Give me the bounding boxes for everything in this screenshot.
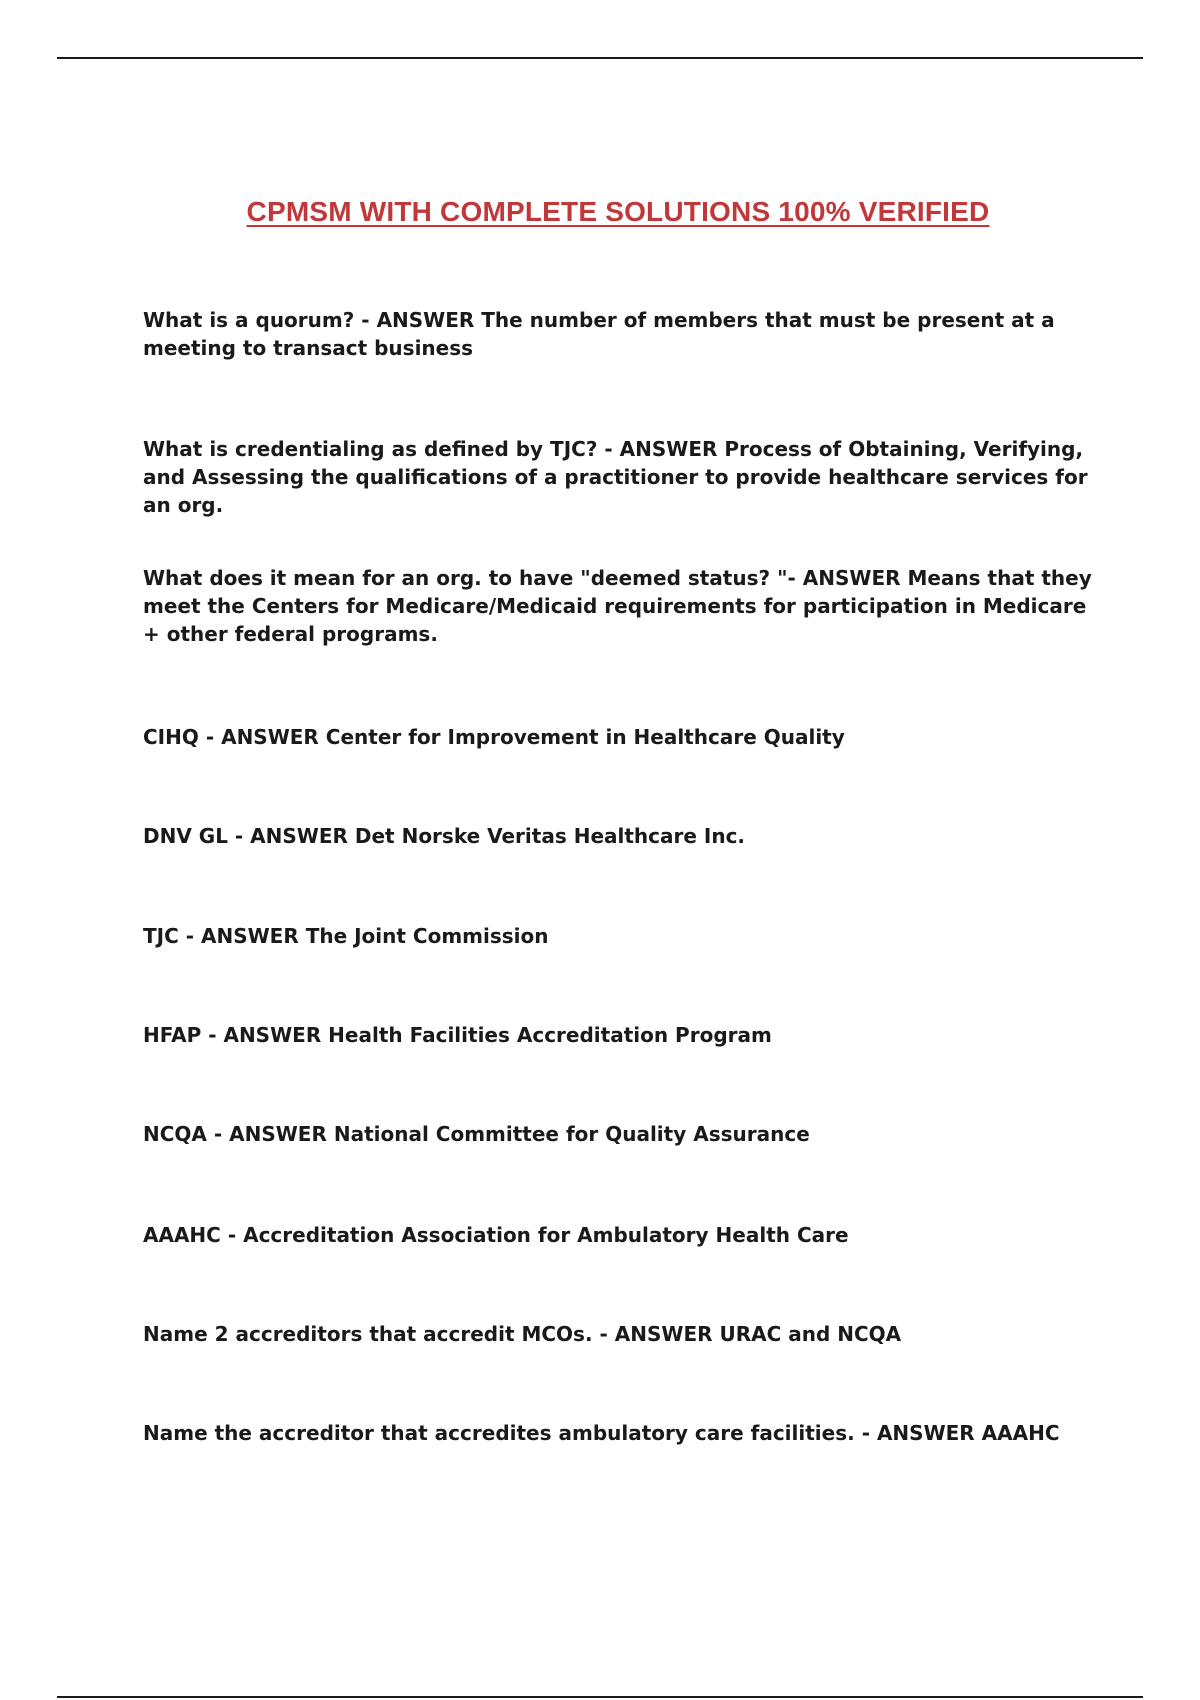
qa-item <box>143 1021 1103 1049</box>
qa-item <box>143 306 1103 362</box>
qa-answer: URAC and NCQA <box>712 1322 902 1346</box>
qa-item <box>143 822 1103 850</box>
qa-item <box>143 1221 1103 1249</box>
qa-item <box>143 1419 1103 1447</box>
qa-question: TJC - ANSWER <box>143 924 299 948</box>
qa-question: Name 2 accreditors that accredit MCOs. - ANSWER <box>143 1322 713 1346</box>
qa-question: What is credentialing as defined by TJC? - ANSWER <box>143 437 718 461</box>
qa-item <box>143 922 1103 950</box>
qa-answer: Process of Obtaining, Verifying, and Assessing the qualifications of a practitioner to provide healthcare services for an org. <box>143 437 1088 517</box>
qa-item <box>143 1320 1103 1348</box>
qa-answer: Means that they meet the Centers for Medicare/Medicaid requirements for participation in Medicare + other federal programs. <box>143 566 1092 646</box>
top-rule <box>57 57 1143 59</box>
qa-answer: The Joint Commission <box>298 924 549 948</box>
qa-answer: National Committee for Quality Assurance <box>326 1122 810 1146</box>
qa-answer: AAAHC <box>974 1421 1060 1445</box>
qa-answer: Center for Improvement in Healthcare Quality <box>318 725 845 749</box>
qa-item <box>143 1120 1103 1148</box>
qa-question: NCQA - ANSWER <box>143 1122 327 1146</box>
bottom-rule <box>57 1696 1143 1698</box>
qa-answer: Accreditation Association for Ambulatory Health Care <box>236 1223 849 1247</box>
document-title: CPMSM WITH COMPLETE SOLUTIONS 100% VERIFIED <box>246 196 990 227</box>
qa-question: HFAP - ANSWER <box>143 1023 322 1047</box>
qa-question: What is a quorum? - ANSWER <box>143 308 475 332</box>
qa-question: DNV GL - ANSWER <box>143 824 348 848</box>
qa-answer: Det Norske Veritas Healthcare Inc. <box>347 824 746 848</box>
qa-item <box>143 723 1103 751</box>
qa-question: Name the accreditor that accredites ambulatory care facilities. - ANSWER <box>143 1421 975 1445</box>
qa-question: AAAHC - <box>143 1223 237 1247</box>
qa-item <box>143 435 1103 519</box>
qa-answer: Health Facilities Accreditation Program <box>321 1023 772 1047</box>
qa-item <box>143 564 1103 648</box>
qa-answer: The number of members that must be present at a meeting to transact business <box>143 308 1055 360</box>
qa-question: What does it mean for an org. to have "deemed status? "- ANSWER <box>143 566 901 590</box>
qa-question: CIHQ - ANSWER <box>143 725 319 749</box>
